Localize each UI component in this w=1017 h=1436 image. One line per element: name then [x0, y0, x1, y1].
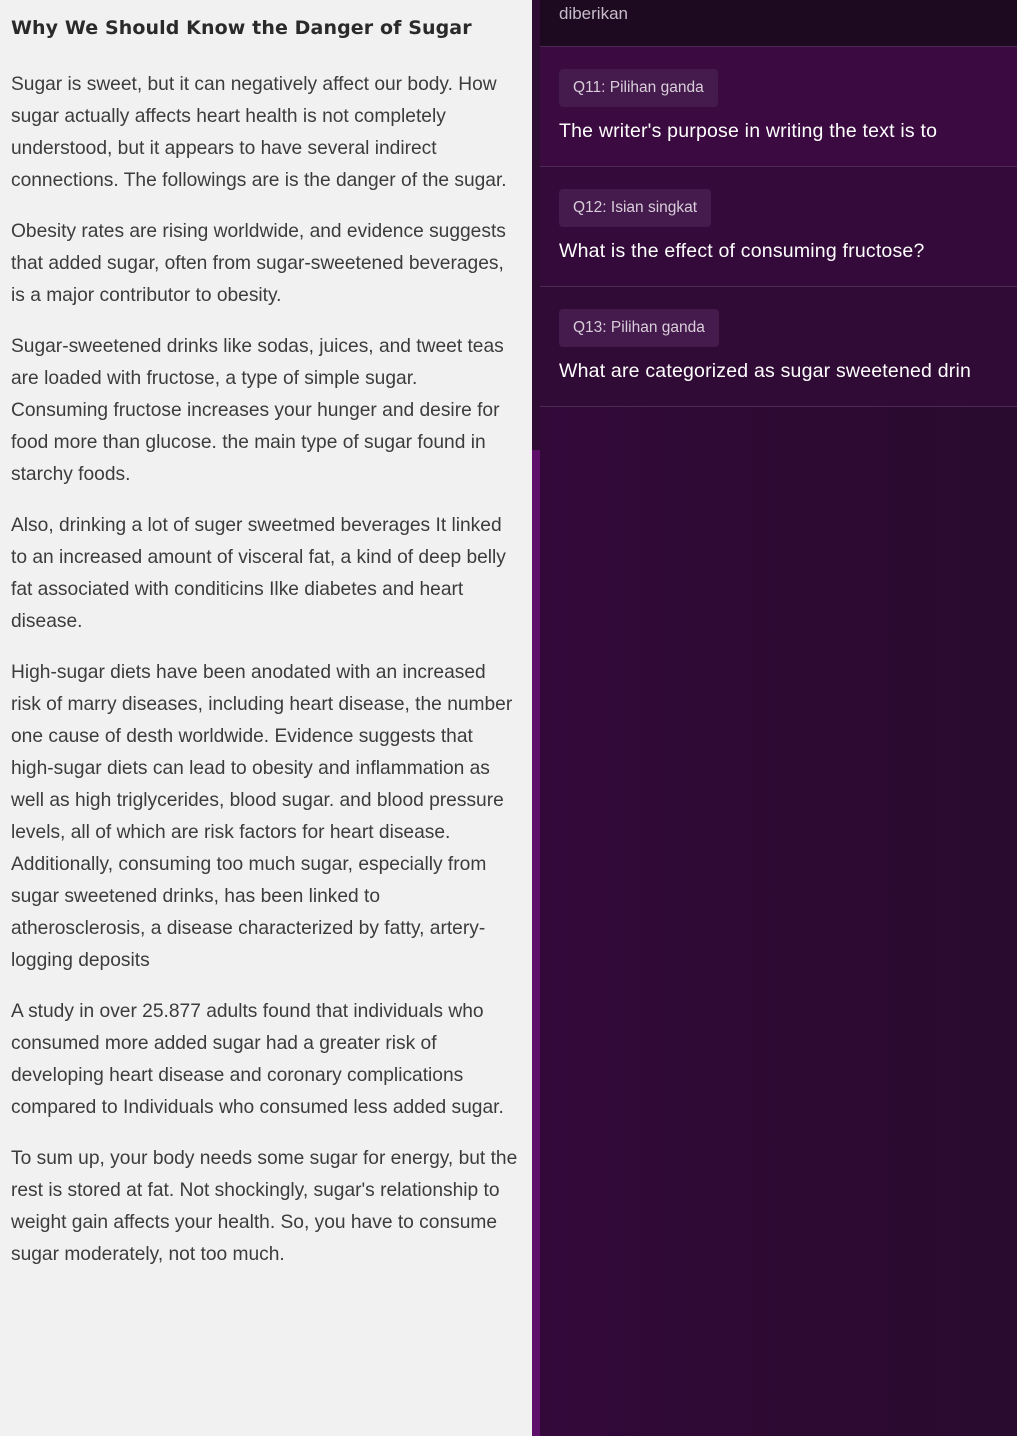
question-card-q11[interactable]: [540, 47, 1017, 167]
passage-paragraph-5: High-sugar diets have been anodated with an increased risk of marry diseases, including heart disease, the number one cause of desth worldwide. Evidence suggests that high-sugar diets can lead to obesity and inflammation as well as high triglycerides, blood sugar. and blood pressure levels, all of which are risk factors for heart disease. Additionally, consuming too much sugar, especially from sugar sweetened drinks, has been linked to atherosclerosis, a disease characterized by fatty, artery-logging deposits: [11, 662, 513, 971]
question-panel: [540, 0, 1017, 1436]
passage-paragraph-2: Obesity rates are rising worldwide, and evidence suggests that added sugar, often from sugar-sweetened beverages, is a major contributor to obesity.: [11, 221, 506, 306]
question-card-q13[interactable]: [540, 287, 1017, 407]
question-type-badge: Q13: Pilihan ganda: [559, 309, 719, 347]
passage-title: Why We Should Know the Danger of Sugar: [11, 17, 472, 39]
given-label: diberikan: [559, 4, 628, 23]
question-type-badge: Q11: Pilihan ganda: [559, 69, 718, 107]
passage-paragraph-6: A study in over 25.877 adults found that individuals who consumed more added sugar had a greater risk of developing heart disease and coronary complications compared to Individuals who consumed less added sugar.: [11, 1001, 504, 1118]
previous-question-footer: [540, 0, 1017, 47]
panel-divider: [532, 450, 540, 1436]
question-text: What is the effect of consuming fructose?: [559, 240, 925, 262]
passage-paragraph-1: Sugar is sweet, but it can negatively affect our body. How sugar actually affects heart health is not completely understood, but it appears to have several indirect connections. The followings are is the danger of the sugar.: [11, 74, 507, 191]
passage-paragraph-3: Sugar-sweetened drinks like sodas, juices, and tweet teas are loaded with fructose, a type of simple sugar. Consuming fructose increases your hunger and desire for food more than glucose. the main type of sugar found in starchy foods.: [11, 336, 504, 485]
question-text: What are categorized as sugar sweetened drin: [559, 360, 972, 382]
passage-paragraph-4: Also, drinking a lot of suger sweetmed beverages It linked to an increased amount of visceral fat, a kind of deep belly fat associated with conditicins Ilke diabetes and heart disease.: [11, 515, 506, 632]
question-card-q12[interactable]: [540, 167, 1017, 287]
question-text: The writer's purpose in writing the text is to: [559, 120, 938, 142]
passage-paragraph-7: To sum up, your body needs some sugar for energy, but the rest is stored at fat. Not shockingly, sugar's relationship to weight gain affects your health. So, you have to consume sugar moderately, not too much.: [11, 1148, 518, 1265]
question-type-badge: Q12: Isian singkat: [559, 189, 711, 227]
